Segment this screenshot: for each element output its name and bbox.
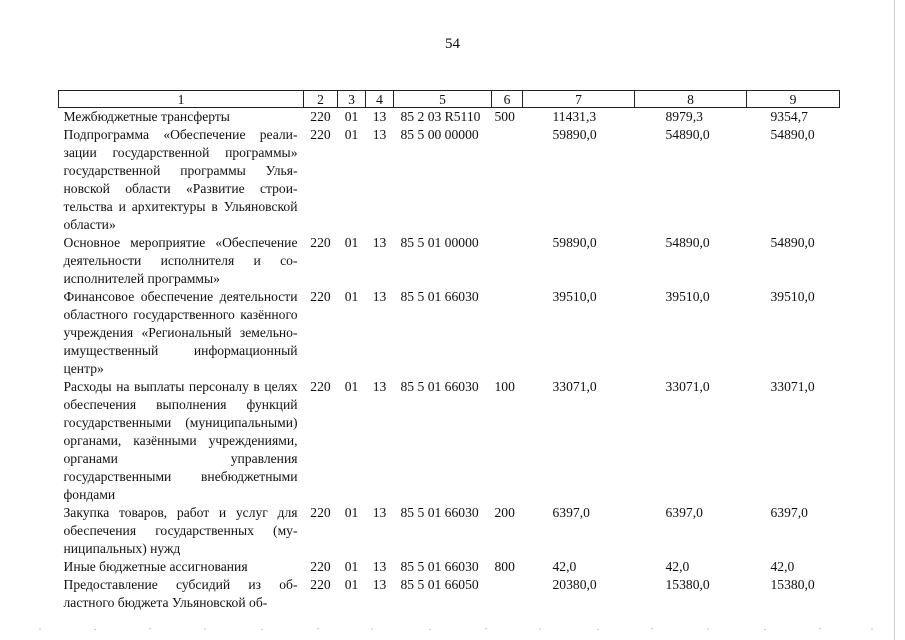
page-number: 54 [445,36,460,52]
row-col-7: 59890,0 [552,127,597,142]
row-col-8: 54890,0 [665,235,710,250]
row-col-8: 15380,0 [665,577,710,592]
row-col-9: 33071,0 [770,379,815,394]
row-col-5: 85 5 00 00000 [400,127,479,142]
row-col-4: 13 [372,109,387,124]
row-col-6: 200 [494,505,515,520]
table-header-row [59,91,840,108]
row-col-5: 85 5 01 66030 [400,559,479,574]
row-name: Расходы на выплаты персоналу в целях обеспечения выполнения функций государственными (муниципальными) органами, казёнными учреждениями, органами управления государственными внебюджетными фондами [63,379,298,502]
row-col-3: 01 [344,559,359,574]
row-col-2: 220 [310,559,331,574]
row-name: Подпрограмма «Обеспечение реализации государственной программы» государственной программы Ульяновской области «Развитие строительства и архитектуры в Ульяновской области» [63,127,298,232]
row-col-5: 85 5 01 66050 [400,577,479,592]
table-row [59,126,840,234]
row-col-4: 13 [372,577,387,592]
table-row [59,576,840,612]
row-col-4: 13 [372,127,387,142]
row-col-8: 33071,0 [665,379,710,394]
row-col-6: 800 [494,559,515,574]
column-header: 1 [59,91,304,108]
row-name: Иные бюджетные ассигнования [63,559,248,574]
row-col-8: 42,0 [665,559,690,574]
page-edge-line [894,0,895,640]
row-col-3: 01 [344,505,359,520]
table-body [59,108,840,613]
row-col-7: 11431,3 [552,109,597,124]
column-header: 3 [338,91,366,108]
row-col-3: 01 [344,109,359,124]
table-row [59,504,840,558]
column-header: 7 [523,91,635,108]
row-name: Основное мероприятие «Обеспечение деятельности исполнителя и соисполнителей программы» [63,235,298,286]
row-col-4: 13 [372,559,387,574]
row-col-9: 6397,0 [770,505,808,520]
row-name: Финансовое обеспечение деятельности областного государственного казённого учреждения «Региональный земельно-имущественный информационный центр» [63,289,298,376]
row-col-2: 220 [310,505,331,520]
column-header: 2 [304,91,338,108]
row-col-7: 42,0 [552,559,577,574]
row-col-6 [492,288,523,378]
column-header: 9 [747,91,840,108]
row-col-2: 220 [310,127,331,142]
row-col-9: 42,0 [770,559,795,574]
table-row [59,288,840,378]
row-col-6: 100 [494,379,515,394]
row-col-3: 01 [344,577,359,592]
row-col-8: 54890,0 [665,127,710,142]
row-col-8: 8979,3 [665,109,703,124]
row-col-4: 13 [372,235,387,250]
column-header: 8 [635,91,747,108]
column-header: 5 [394,91,492,108]
scan-noise [0,626,905,632]
row-col-8: 39510,0 [665,289,710,304]
row-col-7: 33071,0 [552,379,597,394]
row-col-8: 6397,0 [665,505,703,520]
row-col-5: 85 5 01 00000 [400,235,479,250]
row-col-7: 6397,0 [552,505,590,520]
row-col-3: 01 [344,127,359,142]
column-header: 6 [492,91,523,108]
column-header: 4 [366,91,394,108]
row-col-7: 20380,0 [552,577,597,592]
row-col-6 [492,234,523,288]
row-col-9: 54890,0 [770,235,815,250]
row-col-9: 39510,0 [770,289,815,304]
row-col-2: 220 [310,577,331,592]
row-col-4: 13 [372,505,387,520]
row-col-7: 39510,0 [552,289,597,304]
row-name: Закупка товаров, работ и услуг для обеспечения государственных (муниципальных) нужд [63,505,298,556]
table-row [59,108,840,127]
row-col-4: 13 [372,379,387,394]
table-row [59,558,840,576]
budget-table [58,90,840,612]
row-col-7: 59890,0 [552,235,597,250]
row-name: Межбюджетные трансферты [63,109,230,124]
row-col-6 [492,576,523,612]
row-col-4: 13 [372,289,387,304]
row-col-2: 220 [310,235,331,250]
row-col-2: 220 [310,379,331,394]
row-col-5: 85 5 01 66030 [400,505,479,520]
table-row [59,378,840,504]
row-col-2: 220 [310,289,331,304]
row-col-9: 54890,0 [770,127,815,142]
row-col-3: 01 [344,379,359,394]
row-col-9: 9354,7 [770,109,808,124]
row-name: Предоставление субсидий из областного бюджета Ульяновской об- [63,577,298,610]
row-col-3: 01 [344,235,359,250]
row-col-6 [492,126,523,234]
table-row [59,234,840,288]
row-col-5: 85 5 01 66030 [400,379,479,394]
row-col-5: 85 5 01 66030 [400,289,479,304]
row-col-6: 500 [494,109,515,124]
row-col-3: 01 [344,289,359,304]
row-col-9: 15380,0 [770,577,815,592]
row-col-5: 85 2 03 R5110 [400,109,481,124]
row-col-2: 220 [310,109,331,124]
